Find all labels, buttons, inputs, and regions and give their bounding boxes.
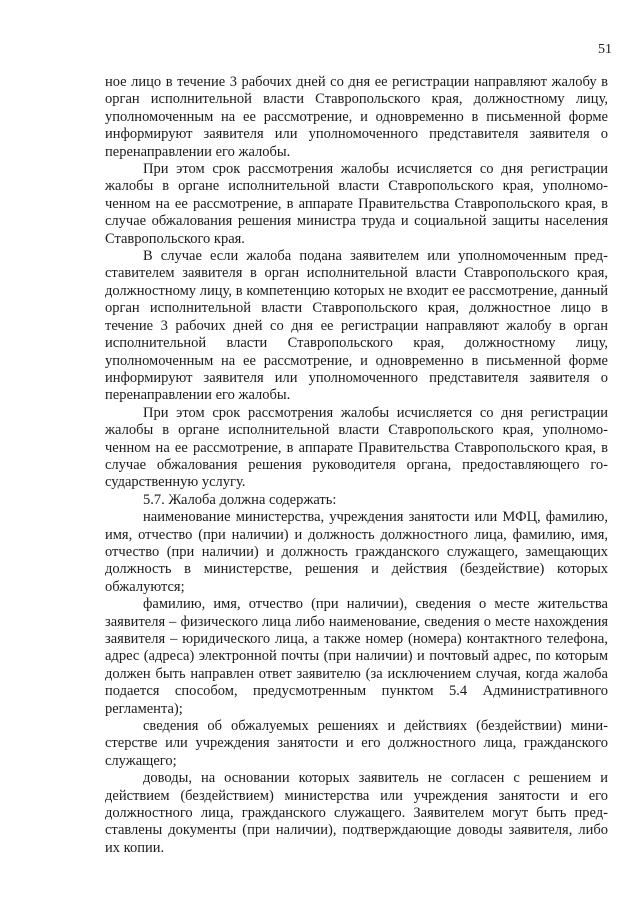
paragraph-requirement-applicant: фамилию, имя, отчество (при наличии), сведения о месте жительства заявителя – физического лица либо наименование, сведения о месте нахождения заявителя – юридического лица, а также номер (номера) контактного телефона, адрес (адреса) электронной почты (при наличии) и почтовый адрес, по которым должен быть направлен ответ заявителю (за исключением случая, когда жалоба подается способом, предусмотренным пунктом 5.4 Административного регламента); [105,596,608,717]
paragraph-4: При этом срок рассмотрения жалобы исчисляется со дня регистрации жалобы в органе исполнительной власти Ставропольского края, уполномоченном на ее рассмотрение, в аппарате Правительства Ставропольского края, в случае обжалования решения руководителя органа, предоставляющего государственную услугу. [105,404,608,491]
paragraph-1: ное лицо в течение 3 рабочих дней со дня ее регистрации направляют жалобу в орган исполнительной власти Ставропольского края, должностному лицу, уполномоченным на ее рассмотрение, и одновременно в письменной форме информируют заявителя или уполномоченного представителя заявителя о перенаправлении его жалобы. [105,74,608,160]
section-heading-5-7: 5.7. Жалоба должна содержать: [143,491,337,508]
paragraph-3: В случае если жалоба подана заявителем или уполномоченным представителем заявителя в орган исполнительной власти Ставропольского края, должностному лицу, в компетенцию которых не входит ее рассмотрение, данный орган исполнительной власти Ставропольского края, должностное лицо в течение 3 рабочих дней со дня ее регистрации направляют жалобу в орган исполнительной власти Ставропольского края, должностному лицу, уполномоченным на ее рассмотрение, и одновременно в письменной форме информируют заявителя или уполномоченного представителя заявителя о перенаправлении его жалобы. [105,248,608,404]
paragraph-requirement-names: наименование министерства, учреждения занятости или МФЦ, фамилию, имя, отчество (при наличии) и должность должностного лица, фамилию, имя, отчество (при наличии) и должность гражданского служащего, замещающих должность в министерстве, решения и действия (бездействие) которых обжалуются; [105,509,608,595]
body-text [105,74,608,857]
paragraph-requirement-arguments: доводы, на основании которых заявитель не согласен с решением и действием (бездействием) министерства или учреждения занятости и его должностного лица, гражданского служащего. Заявителем могут быть представлены документы (при наличии), подтверждающие доводы заявителя, либо их копии. [105,770,608,856]
paragraph-2: При этом срок рассмотрения жалобы исчисляется со дня регистрации жалобы в органе исполнительной власти Ставропольского края, уполномоченном на ее рассмотрение, в аппарате Правительства Ставропольского края, в случае обжалования решения министра труда и социальной защиты населения Ставропольского края. [105,161,608,247]
paragraph-requirement-decisions: сведения об обжалуемых решениях и действиях (бездействии) министерстве или учреждения занятости и его должностного лица, гражданского служащего; [105,718,608,769]
page-number: 51 [598,42,612,57]
